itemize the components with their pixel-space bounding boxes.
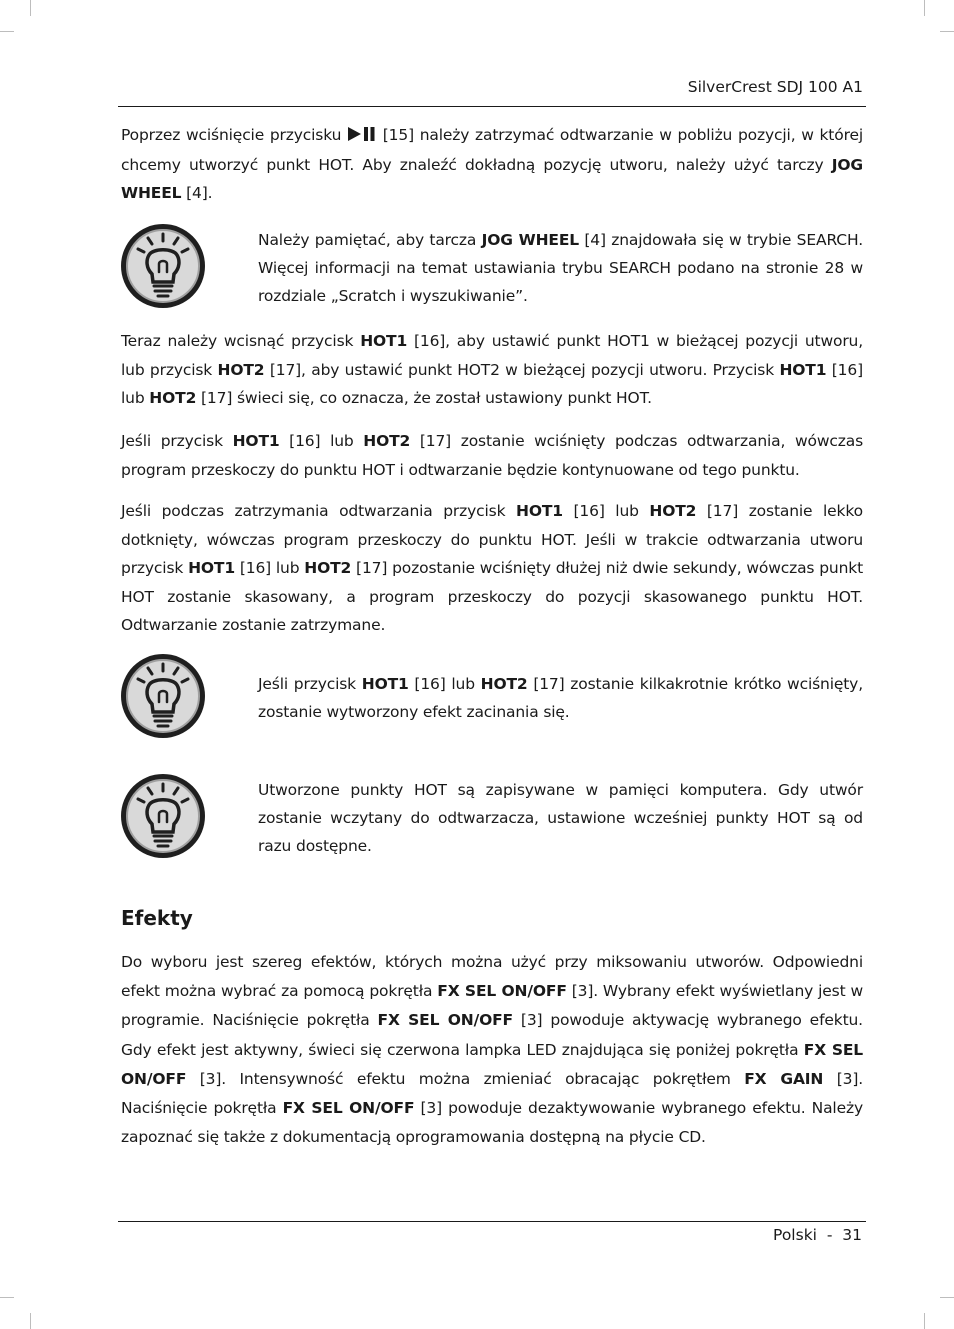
text: [16] lub bbox=[121, 360, 863, 408]
bold-term: HOT1 bbox=[360, 332, 408, 350]
text: Do wyboru jest szereg efektów, których można użyć przy miksowaniu utworów. Odpowiedni efekt można wybrać za pomocą pokrętła bbox=[121, 953, 863, 1001]
bold-term: FX SEL ON/OFF bbox=[377, 1011, 513, 1030]
bold-term: FX GAIN bbox=[744, 1069, 824, 1088]
paragraph bbox=[121, 327, 863, 413]
text: [16] lub bbox=[562, 502, 650, 520]
text: [17] zostanie wciśnięty podczas odtwarzania, wówczas program przeskoczy do punktu HOT i odtwarzanie będzie kontynuowane od tego punktu. bbox=[121, 432, 863, 479]
text: Teraz należy wcisnąć przycisk bbox=[121, 332, 361, 350]
text: Jeśli przycisk bbox=[121, 432, 233, 450]
bold-term: HOT1 bbox=[361, 675, 409, 693]
text: Jeśli przycisk bbox=[258, 675, 362, 693]
bold-term: HOT2 bbox=[649, 502, 697, 520]
bold-term: HOT2 bbox=[480, 675, 528, 693]
text: [4] znajdowała się w trybie SEARCH. Więcej informacji na temat ustawiania trybu SEARCH podano na stronie 28 w rozdziale „Scratch i wyszukiwanie”. bbox=[258, 231, 863, 305]
paragraph bbox=[121, 497, 863, 640]
crop-mark bbox=[30, 1313, 31, 1329]
text: [17] pozostanie wciśnięty dłużej niż dwie sekundy, wówczas punkt HOT zostanie skasowany, a program przeskoczy do pozycji skasowanego punktu HOT. Odtwarzanie zostanie zatrzymane. bbox=[121, 559, 863, 635]
section-title: Efekty bbox=[121, 906, 193, 930]
footer-rule bbox=[118, 1221, 866, 1222]
effects-paragraph bbox=[121, 948, 863, 1152]
page-header: SilverCrest SDJ 100 A1 bbox=[687, 78, 863, 96]
bold-term: HOT1 bbox=[779, 360, 827, 379]
text: Utworzone punkty HOT są zapisywane w pamięci komputera. Gdy utwór zostanie wczytany do odtwarzacza, ustawione wcześniej punkty HOT są od razu dostępne. bbox=[258, 781, 863, 855]
crop-mark bbox=[940, 31, 954, 32]
bold-term: HOT2 bbox=[149, 389, 197, 408]
lightbulb-icon bbox=[119, 772, 207, 860]
bold-term: HOT1 bbox=[516, 502, 563, 520]
paragraph bbox=[121, 427, 863, 484]
text: [3] powoduje aktywację wybranego efektu. Gdy efekt jest aktywny, świeci się czerwona lampka LED znajdująca się poniżej pokrętła bbox=[121, 1011, 863, 1059]
page-number: Polski - 31 bbox=[773, 1226, 862, 1244]
text: [17] świeci się, co oznacza, że został ustawiony punkt HOT. bbox=[196, 389, 652, 408]
lightbulb-icon bbox=[119, 652, 207, 740]
text: [16] lub bbox=[234, 559, 305, 578]
bold-term: HOT1 bbox=[232, 432, 280, 450]
text: [3]. Naciśnięcie pokrętła bbox=[121, 1069, 864, 1118]
text: [3] powoduje dezaktywowanie wybranego efektu. Należy zapoznać się także z dokumentacją oprogramowania dostępną na płycie CD. bbox=[121, 1099, 863, 1147]
lightbulb-icon bbox=[119, 222, 207, 310]
text: [16], aby ustawić punkt HOT1 w bieżącej pozycji utworu, lub przycisk bbox=[121, 332, 863, 379]
note-text bbox=[258, 776, 863, 860]
text: [16] lub bbox=[279, 432, 364, 450]
text: [16] lub bbox=[408, 675, 481, 693]
text: [3]. Wybrany efekt wyświetlany jest w programie. Naciśnięcie pokrętła bbox=[121, 982, 863, 1030]
bold-term: HOT2 bbox=[363, 432, 411, 450]
text: [17] zostanie kilkakrotnie krótko wciśnięty, zostanie wytworzony efekt zacinania się. bbox=[258, 675, 863, 721]
text: Poprzez wciśnięcie przycisku bbox=[121, 126, 347, 144]
crop-mark bbox=[924, 0, 925, 16]
text: [4]. bbox=[181, 184, 213, 203]
bold-term: FX SEL ON/OFF bbox=[282, 1099, 415, 1118]
bold-term: HOT1 bbox=[188, 559, 235, 578]
text: [17], aby ustawić punkt HOT2 w bieżącej pozycji utworu. Przycisk bbox=[264, 360, 780, 379]
note-text bbox=[258, 226, 863, 310]
crop-mark bbox=[940, 1297, 954, 1298]
header-rule bbox=[118, 106, 866, 107]
note-text bbox=[258, 670, 863, 726]
bold-term: FX SEL ON/OFF bbox=[121, 1040, 863, 1088]
text: Należy pamiętać, aby tarcza bbox=[258, 231, 482, 249]
crop-mark bbox=[924, 1313, 925, 1329]
text: Jeśli podczas zatrzymania odtwarzania przycisk bbox=[121, 502, 517, 520]
intro-paragraph bbox=[121, 121, 863, 208]
text: [3]. Intensywność efektu można zmieniać obracając pokrętłem bbox=[186, 1069, 745, 1088]
play-pause-icon bbox=[347, 122, 377, 151]
bold-term: HOT2 bbox=[217, 360, 265, 379]
crop-mark bbox=[0, 1297, 14, 1298]
bold-term: JOG WHEEL bbox=[481, 231, 580, 249]
crop-mark bbox=[30, 0, 31, 16]
crop-mark bbox=[0, 31, 14, 32]
bold-term: HOT2 bbox=[304, 559, 352, 578]
bold-term: JOG WHEEL bbox=[121, 155, 863, 203]
bold-term: FX SEL ON/OFF bbox=[437, 982, 567, 1001]
text: [15] należy zatrzymać odtwarzanie w pobliżu pozycji, w której chcemy utworzyć punkt HOT. Aby znaleźć dokładną pozycję utworu, należy użyć tarczy bbox=[121, 126, 863, 174]
text: [17] zostanie lekko dotknięty, wówczas program przeskoczy do punktu HOT. Jeśli w trakcie odtwarzania utworu przycisk bbox=[121, 502, 863, 578]
